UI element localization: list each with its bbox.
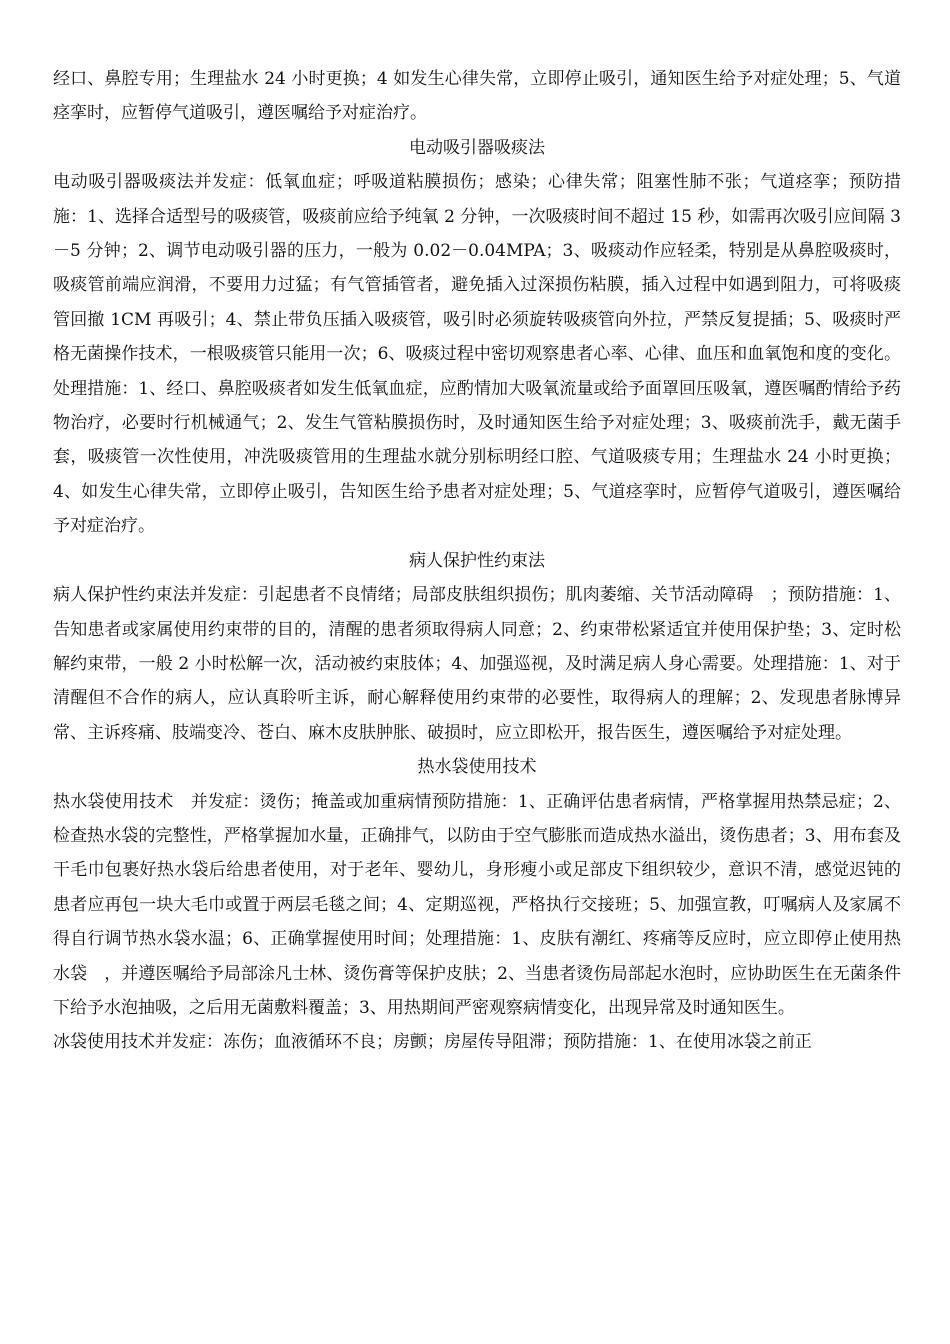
paragraph-ice-bag: 冰袋使用技术并发症：冻伤；血液循环不良；房颤；房屋传导阻滞；预防措施：1、在使用冰袋之前正 (53, 1032, 812, 1053)
paragraph-hot-water-bag: 热水袋使用技术 并发症：烫伤；掩盖或加重病情预防措施：1、正确评估患者病情，严格掌握用热禁忌症；2、检查热水袋的完整性，严格掌握加水量，正确排气，以防由于空气膨胀而造成热水溢出，烫伤患者；3、用布套及干毛巾包裹好热水袋后给患者使用，对于老年、婴幼儿，身形瘦小或足部皮下组织较少，意识不清，感觉迟钝的患者应再包一块大毛巾或置于两层毛毯之间；4、定期巡视，严格执行交接班；5、加强宣教，叮嘱病人及家属不得自行调节热水袋水温；6、正确掌握使用时间；处理措施：1、皮肤有潮红、疼痛等反应时，应立即停止使用热水袋 ，并遵医嘱给予局部涂凡士林、烫伤膏等保护皮肤；2、当患者烫伤局部起水泡时，应协助医生在无菌条件下给予水泡抽吸，之后用无菌敷料覆盖；3、用热期间严密观察病情变化，出现异常及时通知医生。 (53, 791, 901, 1018)
section-heading-restraint: 病人保护性约束法 (409, 550, 545, 571)
paragraph-restraint: 病人保护性约束法并发症：引起患者不良情绪；局部皮肤组织损伤；肌肉萎缩、关节活动障碍 ；预防措施：1、告知患者或家属使用约束带的目的，清醒的患者须取得病人同意；2、约束带松紧适宜并使用保护垫；3、定时松解约束带，一般 2 小时松解一次，活动被约束肢体；4、加强巡视，及时满足病人身心需要。处理措施：1、对于清醒但不合作的病人，应认真聆听主诉，耐心解释使用约束带的必要性，取得病人的理解；2、发现患者脉博异常、主诉疼痛、肢端变冷、苍白、麻木皮肤肿胀、破损时，应立即松开，报告医生，遵医嘱给予对症处理。 (53, 585, 901, 743)
document-page (53, 62, 901, 1060)
section-heading-electric-suction: 电动吸引器吸痰法 (409, 137, 545, 158)
paragraph-electric-suction: 电动吸引器吸痰法并发症：低氧血症；呼吸道粘膜损伤；感染；心律失常；阻塞性肺不张；气道痉挛；预防措施：1、选择合适型号的吸痰管，吸痰前应给予纯氧 2 分钟，一次吸痰时间不超过 15 秒，如需再次吸引应间隔 3－5 分钟；2、调节电动吸引器的压力，一般为 0.02－0.04MPA；3、吸痰动作应轻柔，特别是从鼻腔吸痰时，吸痰管前端应润滑，不要用力过猛；有气管插管者，避免插入过深损伤粘膜，插入过程中如遇到阻力，可将吸痰管回撤 1CM 再吸引；4、禁止带负压插入吸痰管，吸引时必须旋转吸痰管向外拉，严禁反复提插；5、吸痰时严格无菌操作技术，一根吸痰管只能用一次；6、吸痰过程中密切观察患者心率、心律、血压和血氧饱和度的变化。处理措施：1、经口、鼻腔吸痰者如发生低氧血症，应酌情加大吸氧流量或给予面罩回压吸氧，遵医嘱酌情给予药物治疗，必要时行机械通气；2、发生气管粘膜损伤时，及时通知医生给予对症处理；3、吸痰前洗手，戴无菌手套，吸痰管一次性使用，冲洗吸痰管用的生理盐水就分别标明经口腔、气道吸痰专用；生理盐水 24 小时更换；4、如发生心律失常，立即停止吸引，告知医生给予患者对症处理；5、气道痉挛时，应暂停气道吸引，遵医嘱给予对症治疗。 (53, 172, 901, 537)
section-heading-hot-water-bag: 热水袋使用技术 (417, 757, 537, 778)
paragraph-suction-continued: 经口、鼻腔专用；生理盐水 24 小时更换；4 如发生心律失常，立即停止吸引，通知医生给予对症处理；5、气道痉挛时，应暂停气道吸引，遵医嘱给予对症治疗。 (53, 69, 901, 124)
